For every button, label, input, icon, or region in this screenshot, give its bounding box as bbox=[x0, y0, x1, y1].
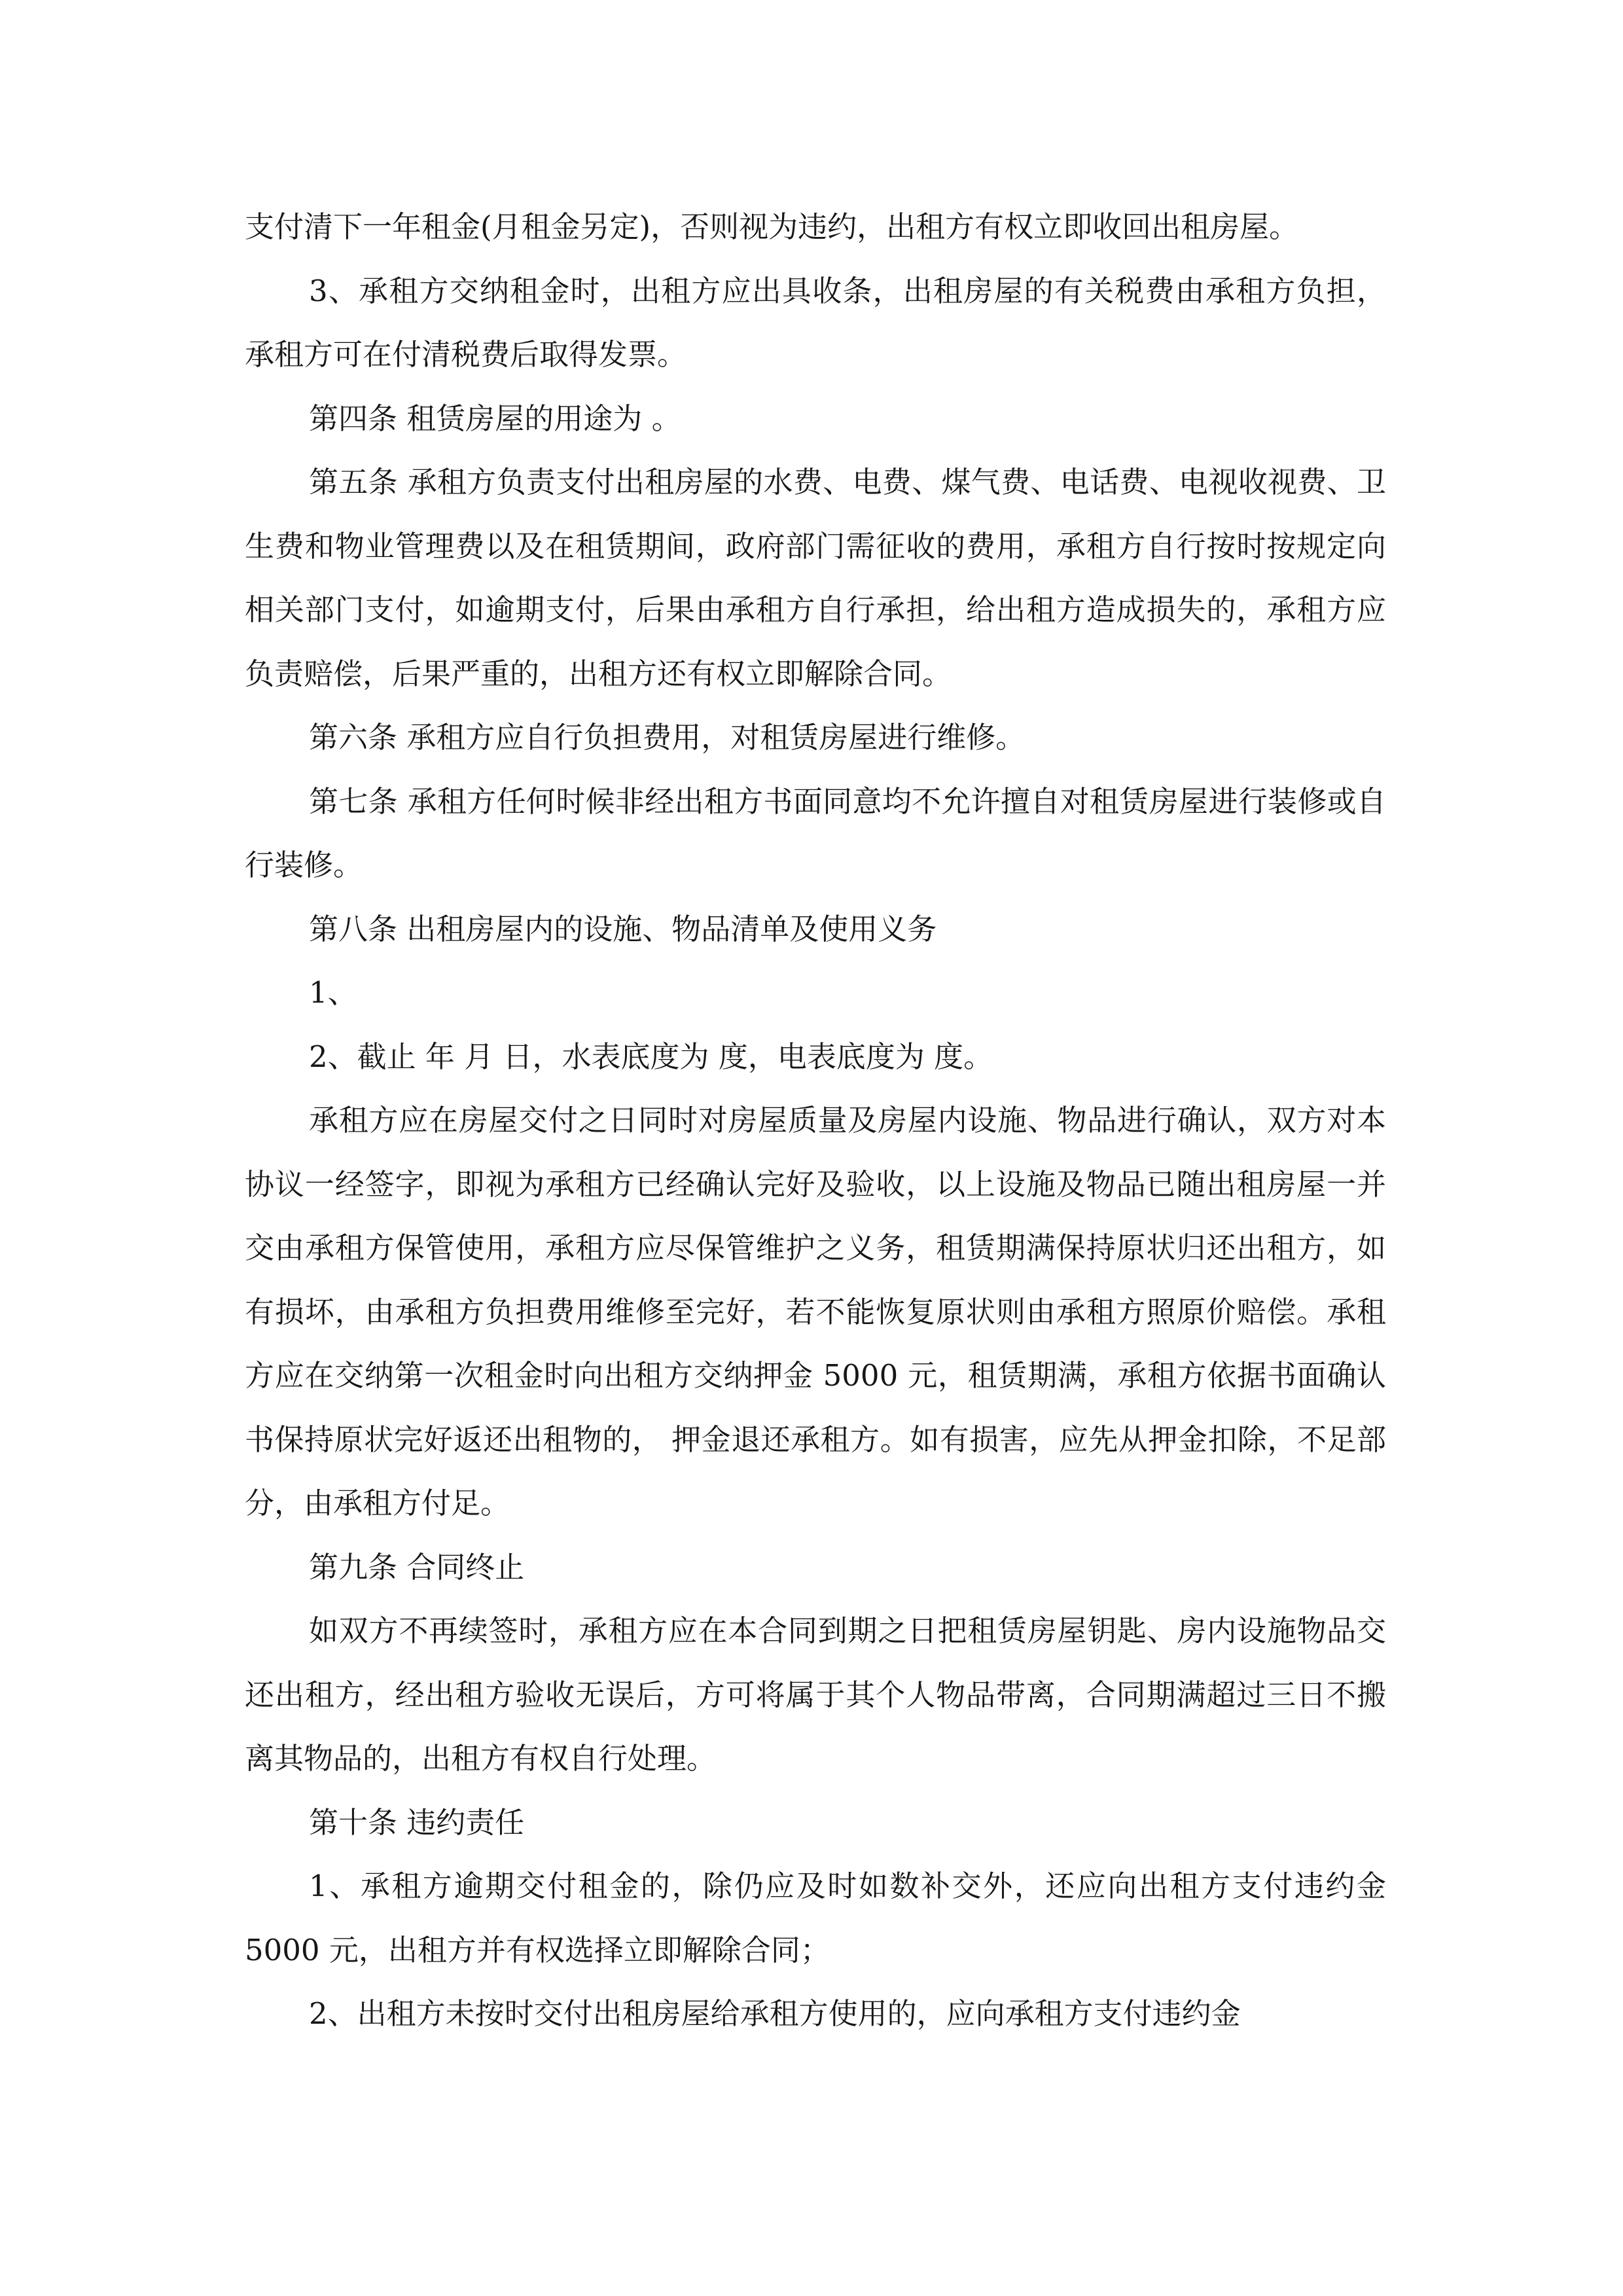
article-8-heading: 第八条 出租房屋内的设施、物品清单及使用义务 bbox=[309, 911, 937, 946]
article-7-renovation: 第七条 承租方任何时候非经出租方书面同意均不允许擅自对租赁房屋进行装修或自行装修。 bbox=[245, 783, 1386, 882]
article-9-body: 如双方不再续签时，承租方应在本合同到期之日把租赁房屋钥匙、房内设施物品交还出租方，经出租方验收无误后，方可将属于其个人物品带离，合同期满超过三日不搬离其物品的，出租方有权自行处理。 bbox=[245, 1613, 1386, 1776]
paragraph-rent-payment: 支付清下一年租金(月租金另定)，否则视为违约，出租方有权立即收回出租房屋。 bbox=[245, 209, 1299, 244]
article-8-item-2-meters: 2、截止 年 月 日，水表底度为 度，电表底度为 度。 bbox=[309, 1039, 993, 1074]
document-page bbox=[245, 195, 1396, 2046]
article-8-deposit: 承租方应在房屋交付之日同时对房屋质量及房屋内设施、物品进行确认，双方对本协议一经签字，即视为承租方已经确认完好及验收，以上设施及物品已随出租房屋一并交由承租方保管使用，承租方应尽保管维护之义务，租赁期满保持原状归还出租方，如有损坏，由承租方负担费用维修至完好，若不能恢复原状则由承租方照原价赔偿。承租方应在交纳第一次租金时向出租方交纳押金 5000 元，租赁期满，承租方依据书面确认书保持原状完好返还出租物的， 押金退还承租方。如有损害，应先从押金扣除，不足部分，由承租方付足。 bbox=[245, 1103, 1386, 1520]
article-10-item-2: 2、出租方未按时交付出租房屋给承租方使用的，应向承租方支付违约金 bbox=[309, 1996, 1241, 2031]
article-10-item-1: 1、承租方逾期交付租金的，除仍应及时如数补交外，还应向出租方支付违约金 5000 元，出租方并有权选择立即解除合同； bbox=[245, 1869, 1396, 1967]
paragraph-clause-3-receipt: 3、承租方交纳租金时，出租方应出具收条，出租房屋的有关税费由承租方负担，承租方可在付清税费后取得发票。 bbox=[245, 273, 1386, 372]
article-10-heading: 第十条 违约责任 bbox=[309, 1804, 525, 1840]
article-6-maintenance: 第六条 承租方应自行负担费用，对租赁房屋进行维修。 bbox=[309, 720, 1026, 755]
article-8-item-1: 1、 bbox=[309, 975, 357, 1010]
article-4-usage: 第四条 租赁房屋的用途为 。 bbox=[309, 401, 681, 436]
article-9-heading: 第九条 合同终止 bbox=[309, 1549, 525, 1585]
article-5-fees: 第五条 承租方负责支付出租房屋的水费、电费、煤气费、电话费、电视收视费、卫生费和物业管理费以及在租赁期间，政府部门需征收的费用，承租方自行按时按规定向相关部门支付，如逾期支付，后果由承租方自行承担，给出租方造成损失的，承租方应负责赔偿，后果严重的，出租方还有权立即解除合同。 bbox=[245, 465, 1386, 691]
